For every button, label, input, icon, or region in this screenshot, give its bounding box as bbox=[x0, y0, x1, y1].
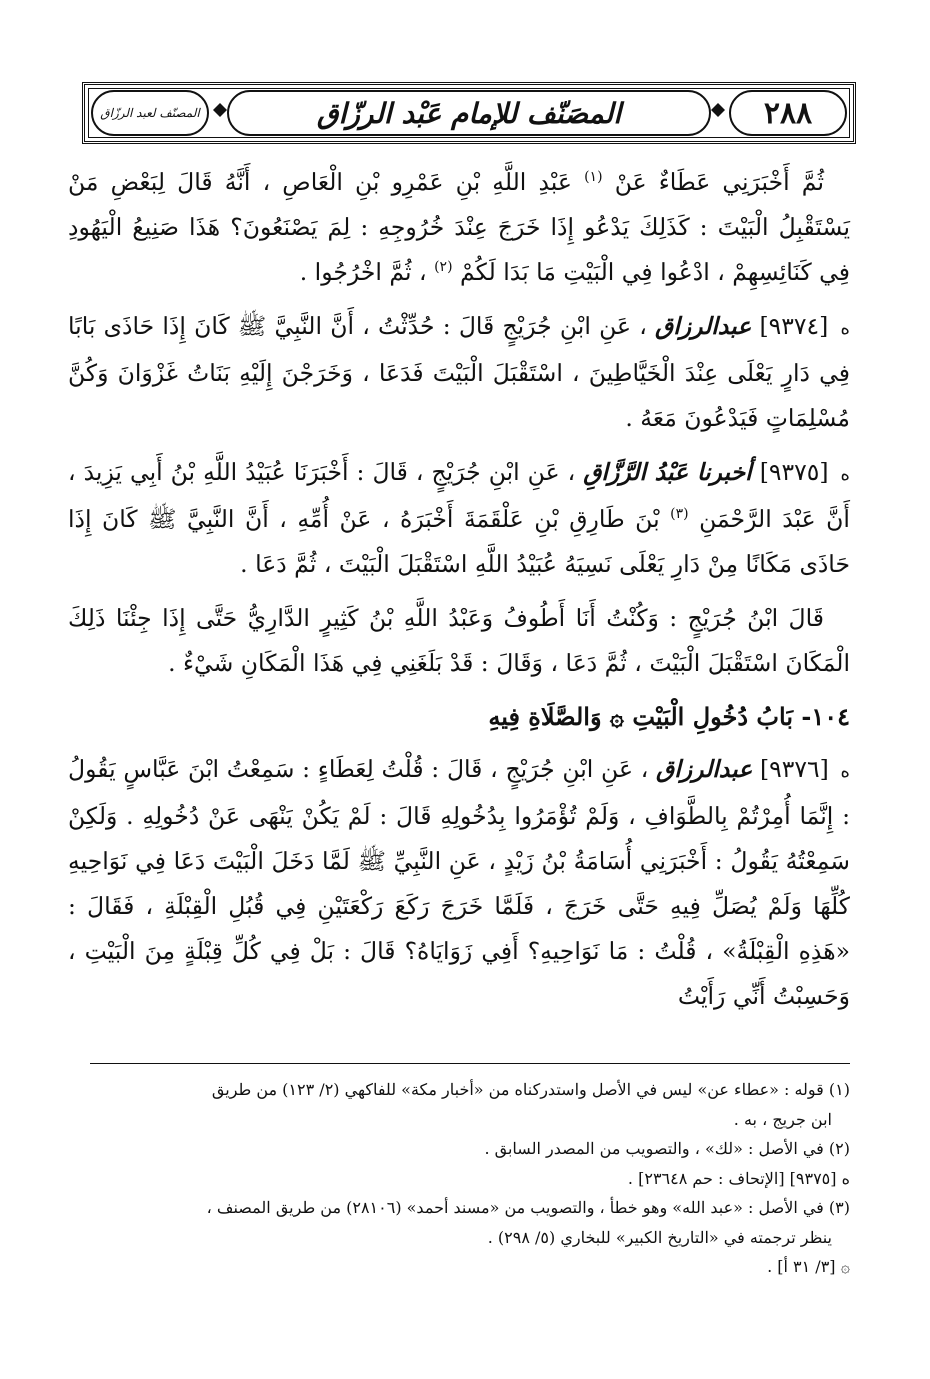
hadith-9375: ه [٩٣٧٥] أخبرنا عَبْدُ الرَّزَّاقِ ، عَنِ ابْنِ جُرَيْجٍ ، قَالَ : أَخْبَرَنَا عُبَيْدُ اللَّهِ بْنُ أَبِي يَزِيدَ ، أَنَّ عَبْدَ الرَّحْمَنِ $^{(٣)}$ بْنَ طَارِقِ بْنِ عَلْقَمَةَ أَخْبَرَهُ ، عَنْ أُمِّهِ ، أَنَّ النَّبِيَّ ﷺ كَانَ إِذَا حَاذَى مَكَانًا مِنْ دَارِ يَعْلَى نَسِيَهُ عُبَيْدُ اللَّهِ اسْتَقْبَلَ الْبَيْتَ ، ثُمَّ دَعَا . bbox=[68, 458, 850, 578]
footnote-2: (٢) في الأصل : «لك» ، والتصويب من المصدر السابق . bbox=[484, 1139, 850, 1158]
hadith-9374: ه [٩٣٧٤] عبدالرزاق ، عَنِ ابْنِ جُرَيْجٍ قَالَ : حُدِّثْتُ ، أَنَّ النَّبِيَّ ﷺ كَانَ إِذَا حَاذَى بَابًا فِي دَارٍ يَعْلَى عِنْدَ الْخَيَّاطِينَ ، اسْتَقْبَلَ الْبَيْتَ فَدَعَا ، وَخَرَجْنَ إِلَيْهِ بَنَاتُ غَزْوَانَ وَكُنَّ مُسْلِمَاتٍ فَيَدْعُونَ مَعَهُ . bbox=[68, 312, 850, 432]
footnote-ref[interactable]: (٣) bbox=[670, 506, 689, 523]
hadith-9376: ه [٩٣٧٦] عبدالرزاق ، عَنِ ابْنِ جُرَيْجٍ ، قَالَ : قُلْتُ لِعَطَاءٍ : سَمِعْتُ ابْنَ عَبَّاسٍ يَقُولُ : إِنَّمَا أُمِرْتُمْ بِالطَّوَافِ ، وَلَمْ تُؤْمَرُوا بِدُخُولِهِ قَالَ : لَمْ يَكُنْ يَنْهَى عَنْ دُخُولِهِ . وَلَكِنْ سَمِعْتُهُ يَقُولُ : أَخْبَرَنِي أُسَامَةُ بْنُ زَيْدٍ ، عَنِ النَّبِيِّ ﷺ لَمَّا دَخَلَ الْبَيْتَ دَعَا فِي نَوَاحِيهِ كُلِّهَا وَلَمْ يُصَلِّ فِيهِ حَتَّى خَرَجَ ، فَلَمَّا خَرَجَ رَكَعَ رَكْعَتَيْنِ فِي قُبُلِ الْقِبْلَةِ ، فَقَالَ : «هَذِهِ الْقِبْلَةُ» ، قُلْتُ : مَا نَوَاحِيهِ؟ أَفِي زَوَايَاهُ؟ قَالَ : بَلْ فِي كُلِّ قِبْلَةٍ مِنَ الْبَيْتِ ، وَحَسِبْتُ أَنِّي رَأَيْتُ bbox=[68, 755, 850, 1010]
circle-marker-icon: ه bbox=[841, 1168, 850, 1188]
footnote-manuscript-ref: ۞ [٣/ ٣١ أ] . bbox=[767, 1257, 850, 1276]
hadith-number: [٩٣٧٥] bbox=[759, 458, 829, 486]
main-text bbox=[68, 160, 850, 1028]
footnote-ref-9375: ه [٩٣٧٥] [الإتحاف : حم ٢٣٦٤٨] . bbox=[627, 1168, 850, 1188]
seal-text: المصنّف لعبد الرزّاق bbox=[100, 106, 200, 120]
page-header bbox=[82, 82, 856, 144]
hadith-number: [٩٣٧٦] bbox=[759, 755, 829, 783]
footnote-ref[interactable]: (٢) bbox=[434, 259, 453, 276]
page-number: ٢٨٨ bbox=[763, 95, 813, 131]
footnotes bbox=[66, 1075, 850, 1282]
circle-marker-icon: ه bbox=[840, 318, 850, 339]
footnote-1-cont: ابن جريج ، به . bbox=[733, 1109, 832, 1129]
ornament-icon bbox=[711, 103, 725, 117]
hadith-number: [٩٣٧٤] bbox=[759, 312, 829, 340]
footnote-3-cont: ينظر ترجمته في «التاريخ الكبير» للبخاري (٥/ ٢٩٨) . bbox=[487, 1227, 832, 1247]
title-cartouche bbox=[227, 90, 711, 136]
narrator: عبدالرزاق bbox=[655, 312, 752, 340]
narrator: عبدالرزاق bbox=[656, 755, 753, 783]
circle-marker-icon: ه bbox=[840, 761, 850, 782]
ornament-icon bbox=[213, 103, 227, 117]
footnote-3: (٣) في الأصل : «عبد الله» وهو خطأ ، والتصويب من «مسند أحمد» (٢٨١٠٦) من طريق المصنف ، bbox=[206, 1198, 850, 1217]
paragraph-continuation: ثُمَّ أَخْبَرَنِي عَطَاءٌ عَنْ $^{(١)}$ عَبْدِ اللَّهِ بْنِ عَمْرِو بْنِ الْعَاصِ ، أَنَّهُ قَالَ لِبَعْضِ مَنْ يَسْتَقْبِلُ الْبَيْتَ : كَذَلِكَ يَدْعُو إِذَا خَرَجَ عِنْدَ خُرُوجِهِ : لِمَ يَصْنَعُونَ؟ هَذَا صَنِيعُ الْيَهُودِ فِي كَنَائِسِهِمْ ، ادْعُوا فِي الْبَيْتِ مَا بَدَا لَكُمْ $^{(٢)}$ ، ثُمَّ اخْرُجُوا . bbox=[68, 168, 850, 286]
footnote-1: (١) قوله : «عطاء عن» ليس في الأصل واستدركناه من «أخبار مكة» للفاكهي (٢/ ١٢٣) من طريق bbox=[211, 1080, 850, 1099]
book-title: المصَنّف للإمام عَبْد الرزّاق bbox=[316, 96, 622, 130]
circle-marker-icon: ه bbox=[840, 464, 850, 485]
footnote-ref[interactable]: (١) bbox=[584, 169, 603, 186]
chapter-heading: ١٠٤- بَابُ دُخُولِ الْبَيْتِ ۞ وَالصَّلَاةِ فِيهِ bbox=[488, 702, 850, 731]
page-number-cartouche bbox=[729, 90, 847, 136]
paragraph: قَالَ ابْنُ جُرَيْجٍ : وَكُنْتُ أَنَا أَطُوفُ وَعَبْدُ اللَّهِ بْنُ كَثِيرٍ الدَّارِيُّ حَتَّى إِذَا جِئْنَا ذَلِكَ الْمَكَانَ اسْتَقْبَلَ الْبَيْتَ ، ثُمَّ دَعَا ، وَقَالَ : قَدْ بَلَغَنِي فِي هَذَا الْمَكَانِ شَيْءٌ . bbox=[68, 604, 850, 677]
footnote-divider bbox=[90, 1063, 850, 1064]
calligraphy-seal bbox=[91, 90, 209, 136]
narrator: أخبرنا عَبْدُ الرَّزَّاقِ bbox=[583, 458, 752, 486]
